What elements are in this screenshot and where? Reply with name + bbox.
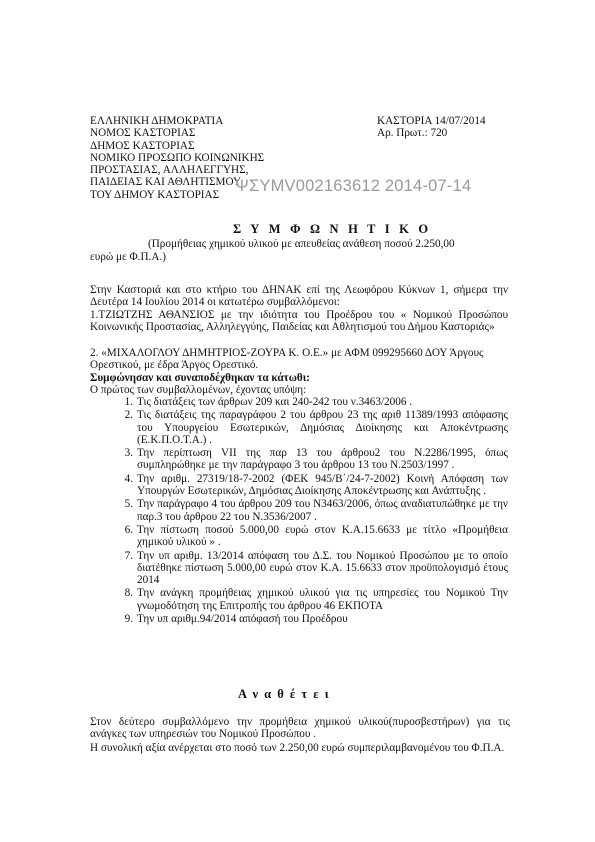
ada-watermark: ΨΣΥΜV002163612 2014-07-14	[235, 177, 472, 195]
subtitle-line: (Προμήθειας χημικού υλικού με απευθείας ανάθεση ποσού 2.250,00	[148, 238, 455, 250]
item-text: Την ανάγκη προμήθειας χημικού υλικού για τις υπηρεσίες του Νομικού Την γνωμοδότηση της Επιτροπής του άρθρου 46 ΕΚΠΟΤΑ	[137, 587, 508, 612]
list-item	[124, 409, 508, 446]
issuer-line: ΔΗΜΟΣ ΚΑΣΤΟΡΙΑΣ	[90, 139, 195, 152]
item-number: 6.	[124, 523, 133, 536]
intro-paragraph: Στην Καστοριά και στο κτήριο του ΔΗΝΑΚ επί της Λεωφόρου Κύκνων 1, σήμερα την Δευτέρα 14 Ιουλίου 2014 οι κατωτέρω συμβαλλόμενοι:	[90, 284, 508, 309]
subtitle-line: ευρώ με Φ.Π.Α.)	[90, 251, 166, 263]
list-item	[124, 472, 508, 498]
document-title: Σ Υ Μ Φ Ω Ν Η Τ Ι Κ Ο	[233, 222, 432, 236]
item-text: Τις διατάξεις της παραγράφου 2 του άρθρου 23 της αριθ 11389/1993 απόφασης του Υπουργείου Εσωτερικών, Δημόσιας Διοίκησης και Αποκέντρωσης (Ε.Κ.Π.Ο.Τ.Α.) .	[137, 409, 508, 446]
list-item	[124, 498, 508, 523]
assignment-paragraph: Στον δεύτερο συμβαλλόμενο την προμήθεια χημικού υλικού(πυροσβεστήρων) για τις ανάγκες των υπηρεσιών του Νομικού Προσώπου .	[90, 716, 510, 741]
list-item	[124, 523, 508, 549]
item-number: 8.	[124, 587, 133, 600]
item-number: 3.	[124, 447, 133, 460]
party-one: 1.ΤΖΙΩΤΖΗΣ ΑΘΑΝΣΙΟΣ με την ιδιότητα του Προέδρου του « Νομικού Προσώπου Κοινωνικής Προστασίας, Αλληλεγγύης, Παιδείας και Αθλητισμού του Δήμου Καστοριάς»	[90, 309, 508, 334]
item-text: Τις διατάξεις των άρθρων 209 και 240-242 του ν.3463/2006 .	[137, 396, 413, 408]
list-item	[124, 396, 508, 408]
party-two: 2. «ΜΙΧΑΛΟΓΛΟΥ ΔΗΜΗΤΡΙΟΣ-ΖΟΥΡΑ Κ. Ο.Ε.» με ΑΦΜ 099295660 ΔΟΥ Άργους Ορεστικού, με έδρα Άργος Ορεστικό.	[90, 347, 484, 372]
place-date: ΚΑΣΤΟΡΙΑ 14/07/2014	[377, 115, 486, 127]
item-text: Την περίπτωση VII της παρ 13 του άρθρου2 του Ν.2286/1995, όπως συμπληρώθηκε με την παράγραφο 3 του άρθρου 13 του Ν.2503/1997 .	[137, 447, 508, 472]
item-text: Την υπ αριθμ. 13/2014 απόφαση του Δ.Σ. του Νομικού Προσώπου με το οποίο διατέθηκε πίστωση 5.000,00 ευρώ στον Κ.Α. 15.6633 στον προϋπολογισμό έτους 2014	[137, 549, 508, 587]
item-text: Την πίστωση ποσού 5.000,00 ευρώ στον Κ.Α.15.6633 με τίτλο «Προμήθεια χημικού υλικού » .	[137, 523, 508, 549]
issuer-line: ΕΛΛΗΝΙΚΗ ΔΗΜΟΚΡΑΤΙΑ	[90, 115, 224, 127]
issuer-line: ΤΟΥ ΔΗΜΟΥ ΚΑΣΤΟΡΙΑΣ	[90, 188, 220, 201]
item-number: 1.	[124, 396, 133, 408]
considerations-list	[124, 396, 508, 626]
list-item	[124, 587, 508, 612]
protocol-number: Αρ. Πρωτ.: 720	[377, 127, 448, 140]
issuer-line: ΠΡΟΣΤΑΣΙΑΣ, ΑΛΛΗΛΕΓΓΥΗΣ,	[90, 164, 249, 177]
item-number: 4.	[124, 472, 133, 485]
item-number: 5.	[124, 498, 133, 511]
issuer-line: ΝΟΜΙΚΟ ΠΡΟΣΩΠΟ ΚΟΙΝΩΝΙΚΗΣ	[90, 151, 265, 164]
considering-line: Ο πρώτος των συμβαλλομένων, έχοντας υπόψη:	[90, 384, 307, 396]
list-item	[124, 613, 508, 626]
assigns-heading: Α ν α θ έ τ ε ι	[238, 687, 331, 701]
item-text: Την αριθμ. 27319/18-7-2002 (ΦΕΚ 945/Β΄/24-7-2002) Κοινή Απόφαση των Υπουργών Εσωτερικών, Δημόσιας Διοίκησης Αποκέντρωσης και Ανάπτυξης .	[137, 472, 508, 498]
item-text: Την παράγραφο 4 του άρθρου 209 του Ν3463/2006, όπως αναδιατυπώθηκε με την παρ.3 του άρθρου 22 του Ν.3536/2007 .	[137, 498, 508, 523]
total-value-paragraph: Η συνολική αξία ανέρχεται στο ποσό των 2.250,00 ευρώ συμπεριλαμβανομένου του Φ.Π.Α.	[90, 742, 505, 754]
item-text: Την υπ αριθμ.94/2014 απόφασή του Προέδρου	[137, 613, 348, 626]
item-number: 7.	[124, 549, 133, 562]
item-number: 9.	[124, 613, 133, 626]
list-item	[124, 549, 508, 587]
agreed-heading: Συμφώνησαν και συναποδέχθηκαν τα κάτωθι:	[90, 372, 310, 384]
item-number: 2.	[124, 409, 133, 422]
issuer-line: ΠΑΙΔΕΙΑΣ ΚΑΙ ΑΘΛΗΤΙΣΜΟΥ	[90, 176, 242, 189]
list-item	[124, 447, 508, 472]
issuer-line: ΝΟΜΟΣ ΚΑΣΤΟΡΙΑΣ	[90, 127, 196, 140]
date-protocol-block	[377, 115, 486, 140]
